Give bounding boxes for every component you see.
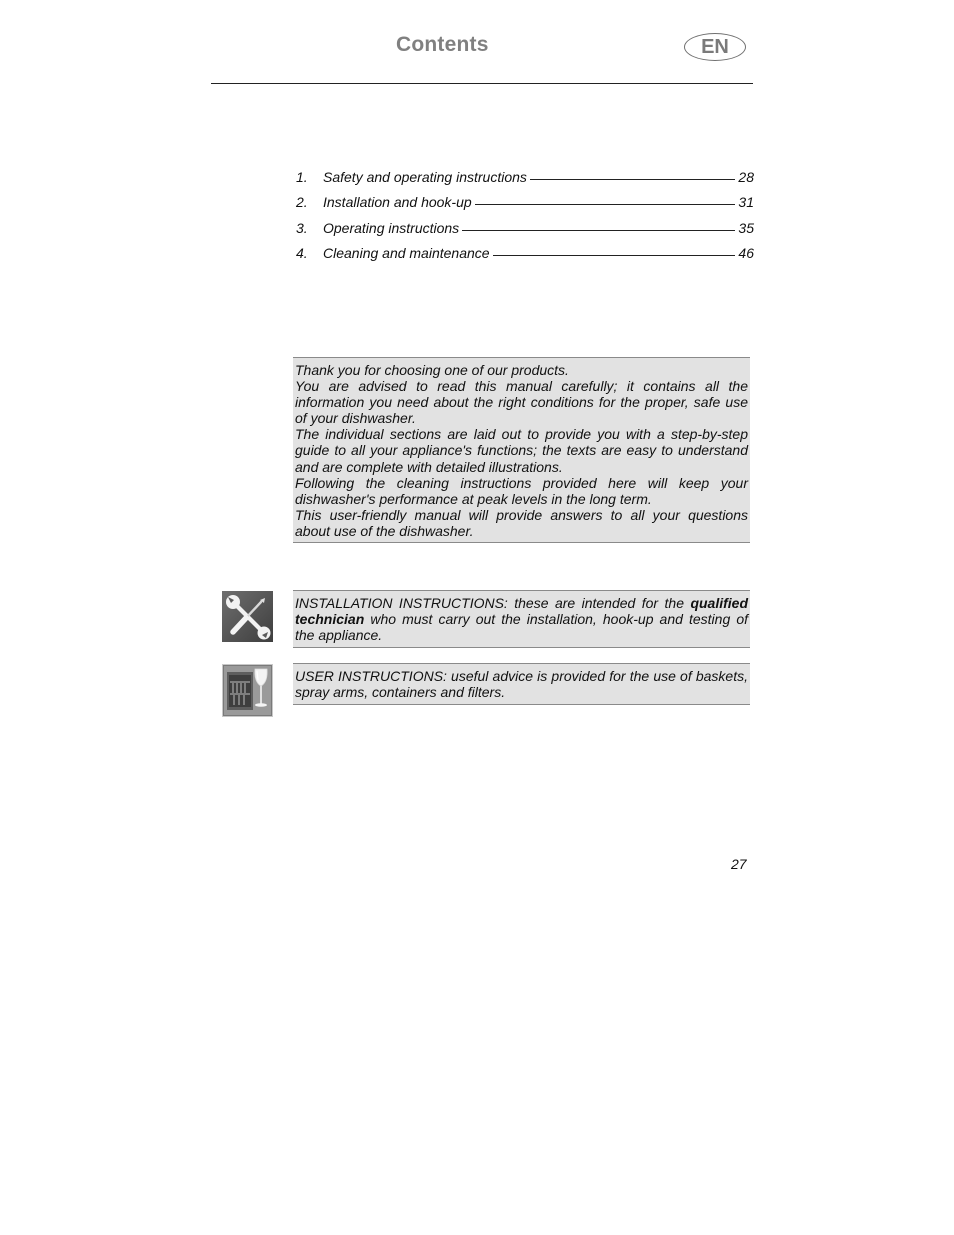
toc-page: 28 — [738, 169, 754, 185]
intro-box — [293, 357, 750, 543]
toc-number: 3. — [296, 219, 308, 236]
intro-paragraph: Following the cleaning instructions provided here will keep your dishwasher's performance at peak levels in the long term. — [295, 474, 748, 507]
toc-title: Cleaning and maintenance — [323, 244, 490, 261]
toc-entry[interactable] — [296, 169, 754, 194]
toc-leader — [475, 204, 736, 205]
toc-entry[interactable] — [296, 194, 754, 219]
installation-note-text: INSTALLATION INSTRUCTIONS: these are intended for the — [295, 595, 691, 611]
toc-title: Safety and operating instructions — [323, 169, 527, 185]
intro-paragraph: Thank you for choosing one of our products. — [295, 362, 569, 378]
wrench-screwdriver-icon — [222, 591, 273, 642]
user-note: USER INSTRUCTIONS: useful advice is provided for the use of baskets, spray arms, containers and filters. — [293, 663, 750, 705]
toc-number: 4. — [296, 244, 308, 261]
toc-page: 35 — [738, 219, 754, 236]
dishwasher-glass-icon — [222, 664, 273, 717]
toc-page: 31 — [738, 194, 754, 211]
toc-leader — [493, 255, 736, 256]
toc-leader — [462, 230, 735, 231]
toc-leader — [530, 179, 736, 180]
intro-paragraph: This user-friendly manual will provide answers to all your questions about use of the dishwasher. — [295, 506, 748, 539]
table-of-contents — [296, 169, 754, 270]
toc-entry[interactable] — [296, 245, 754, 270]
language-badge: EN — [684, 33, 746, 61]
installation-note-text-end: who must carry out the installation, hook-up and testing of the appliance. — [295, 611, 748, 644]
header-rule — [211, 83, 753, 84]
toc-number: 2. — [296, 194, 308, 211]
intro-paragraph: The individual sections are laid out to provide you with a step-by-step guide to all your appliance's functions; the texts are easy to understand and are complete with detailed illustrations. — [295, 426, 748, 475]
toc-page: 46 — [738, 244, 754, 261]
page-number: 27 — [731, 856, 747, 872]
toc-entry[interactable] — [296, 220, 754, 245]
installation-note-emphasis: qualified technician — [295, 595, 748, 628]
installation-note — [293, 590, 750, 648]
page-title: Contents — [396, 33, 489, 56]
toc-title: Operating instructions — [323, 219, 460, 236]
toc-title: Installation and hook-up — [323, 194, 472, 211]
toc-number: 1. — [296, 169, 308, 185]
intro-paragraph: You are advised to read this manual carefully; it contains all the information you need about the right conditions for the proper, safe use of your dishwasher. — [295, 378, 748, 427]
